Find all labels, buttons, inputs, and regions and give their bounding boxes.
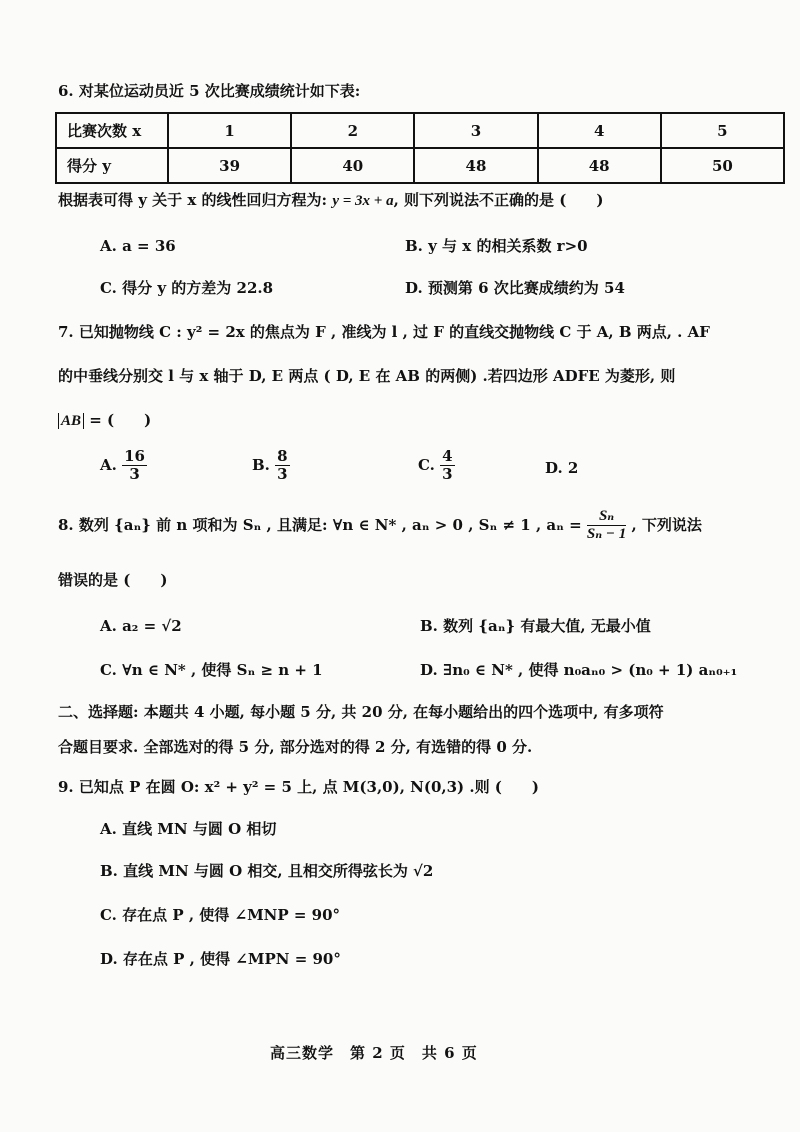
page-footer: 高三数学 第 2 页 共 6 页 xyxy=(270,1044,478,1062)
q9-stem: 9. 已知点 P 在圆 O: x² + y² = 5 上, 点 M(3,0), N(0,3) .则 ( ) xyxy=(58,778,540,796)
fraction xyxy=(440,448,454,484)
q7-option-d[interactable]: D. 2 xyxy=(545,459,579,477)
score-table xyxy=(55,112,785,184)
table-header-y: 得分 y xyxy=(56,148,168,183)
q9-option-d[interactable]: D. 存在点 P , 使得 ∠MPN = 90° xyxy=(100,950,341,968)
fraction-numerator: 4 xyxy=(442,447,453,465)
q6-option-d[interactable]: D. 预测第 6 次比赛成绩约为 54 xyxy=(405,279,625,297)
q6-option-a[interactable]: A. a = 36 xyxy=(100,237,176,255)
q7-line3 xyxy=(58,411,151,430)
option-label: A. xyxy=(100,455,117,474)
table-cell: 48 xyxy=(414,148,537,183)
q7-option-b[interactable] xyxy=(252,448,290,484)
q9-option-c[interactable]: C. 存在点 P , 使得 ∠MNP = 90° xyxy=(100,906,341,924)
q8-option-d[interactable]: D. ∃n₀ ∈ N* , 使得 n₀aₙ₀ > (n₀ + 1) aₙ₀₊₁ xyxy=(420,661,738,679)
table-cell: 4 xyxy=(538,113,661,148)
fraction-numerator: 8 xyxy=(277,447,288,465)
fraction-numerator: 16 xyxy=(124,447,145,465)
section2-line2: 合题目要求. 全部选对的得 5 分, 部分选对的得 2 分, 有选错的得 0 分. xyxy=(58,738,533,756)
fraction-denominator: 3 xyxy=(129,465,140,484)
table-cell: 1 xyxy=(168,113,291,148)
fraction-denominator: 3 xyxy=(442,465,453,484)
q8-option-b[interactable]: B. 数列 {aₙ} 有最大值, 无最小值 xyxy=(420,617,651,635)
q7-line1: 7. 已知抛物线 C : y² = 2x 的焦点为 F , 准线为 l , 过 F 的直线交抛物线 C 于 A, B 两点, . AF xyxy=(58,323,710,341)
q7-option-a[interactable] xyxy=(100,448,147,484)
fraction-denominator: 3 xyxy=(277,465,288,484)
q7-ab-abs: AB xyxy=(58,413,84,429)
table-cell: 48 xyxy=(538,148,661,183)
fraction xyxy=(275,448,289,484)
q9-option-a[interactable]: A. 直线 MN 与圆 O 相切 xyxy=(100,820,277,838)
table-row xyxy=(56,148,784,183)
table-cell: 5 xyxy=(661,113,784,148)
q9-option-b[interactable]: B. 直线 MN 与圆 O 相交, 且相交所得弦长为 √2 xyxy=(100,862,434,880)
option-label: B. xyxy=(252,455,270,474)
section2-line1: 二、选择题: 本题共 4 小题, 每小题 5 分, 共 20 分, 在每小题给出的四个选项中, 有多项符 xyxy=(58,703,664,721)
q7-line3-suffix: = ( ) xyxy=(89,411,152,429)
q6-question-suffix: , 则下列说法不正确的是 ( ) xyxy=(393,191,604,209)
fraction xyxy=(587,508,626,544)
table-cell: 50 xyxy=(661,148,784,183)
option-label: C. xyxy=(418,455,435,474)
q6-option-c[interactable]: C. 得分 y 的方差为 22.8 xyxy=(100,279,274,297)
q6-equation: y = 3x + a xyxy=(332,193,394,209)
fraction-numerator: Sₙ xyxy=(587,508,626,526)
q8-prefix: 8. 数列 {aₙ} 前 n 项和为 Sₙ , 且满足: ∀n ∈ N* , aₙ > 0 , Sₙ ≠ 1 , aₙ = xyxy=(58,515,582,534)
q7-option-c[interactable] xyxy=(418,448,455,484)
fraction xyxy=(122,448,147,484)
q7-line2: 的中垂线分别交 l 与 x 轴于 D, E 两点 ( D, E 在 AB 的两侧) .若四边形 ADFE 为菱形, 则 xyxy=(58,367,676,385)
table-row xyxy=(56,113,784,148)
q8-line1 xyxy=(58,508,702,544)
q8-option-a[interactable]: A. a₂ = √2 xyxy=(100,617,182,635)
q6-question xyxy=(58,191,603,210)
q8-suffix: , 下列说法 xyxy=(631,515,702,534)
table-cell: 2 xyxy=(291,113,414,148)
q6-question-prefix: 根据表可得 y 关于 x 的线性回归方程为: xyxy=(58,191,328,209)
table-header-x: 比赛次数 x xyxy=(56,113,168,148)
fraction-denominator: Sₙ − 1 xyxy=(586,526,627,543)
table-cell: 40 xyxy=(291,148,414,183)
q8-line2: 错误的是 ( ) xyxy=(58,571,168,589)
q6-stem: 6. 对某位运动员近 5 次比赛成绩统计如下表: xyxy=(58,82,361,100)
table-cell: 39 xyxy=(168,148,291,183)
table-cell: 3 xyxy=(414,113,537,148)
q8-option-c[interactable]: C. ∀n ∈ N* , 使得 Sₙ ≥ n + 1 xyxy=(100,661,323,679)
q6-option-b[interactable]: B. y 与 x 的相关系数 r>0 xyxy=(405,237,588,255)
